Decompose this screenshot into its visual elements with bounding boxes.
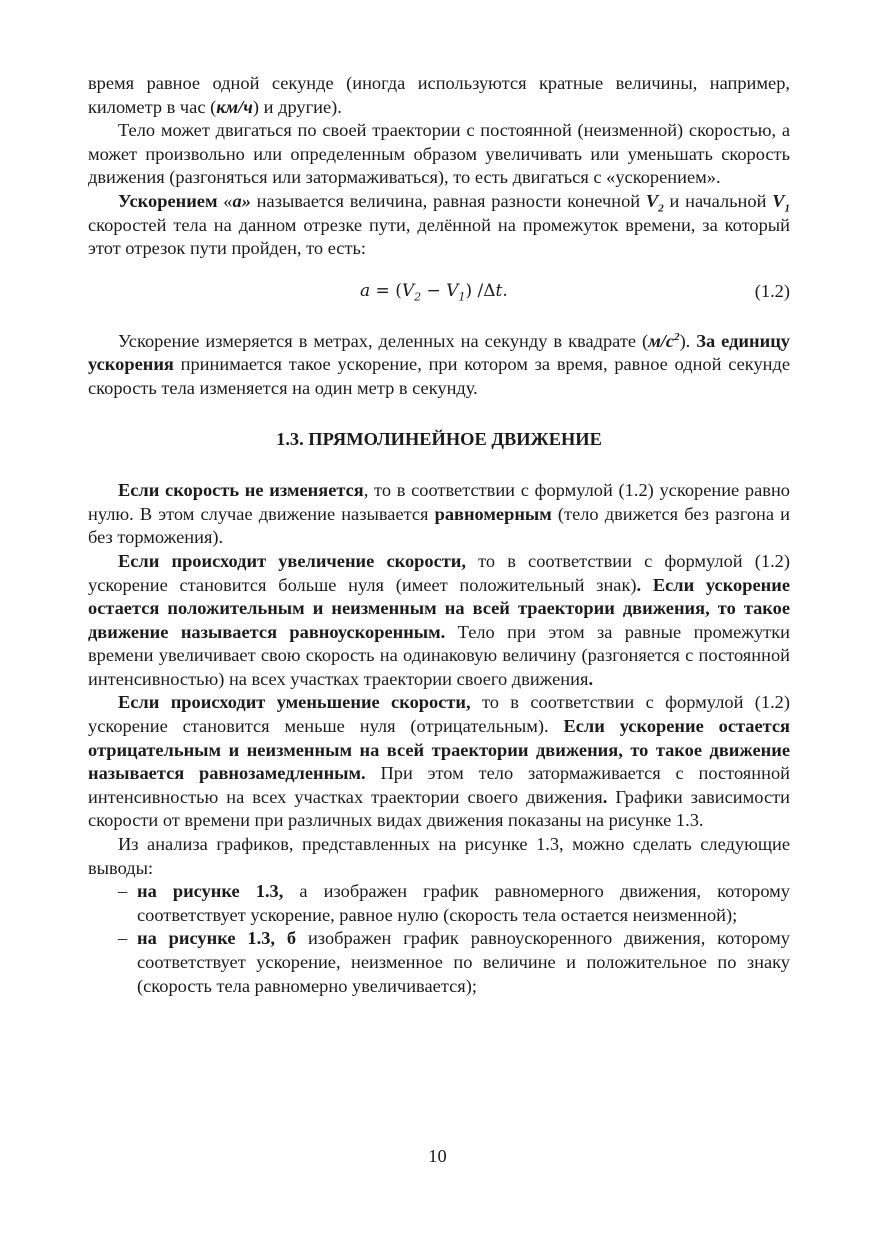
page-number: 10 — [428, 1146, 447, 1166]
paragraph-accelerated-motion: Если происходит увеличение скорости, то в соответствии с формулой (1.2) ускорение становится больше нуля (имеет положительный знак). Если ускорение остается положительным и неизменным на всей траектории движения, то такое движение называется равноускоренным. Тело при этом за равные промежутки времени увеличивает свою скорость на одинаковую величину (разгоняется с постоянной интенсивностью) на всех участках траектории своего движения. — [88, 550, 791, 689]
dash-bullet: – — [118, 928, 128, 949]
paragraph-decelerated-motion: Если происходит уменьшение скорости, то в соответствии с формулой (1.2) ускорение становится меньше нуля (отрицательным). Если ускорение остается отрицательным и неизменным на всей траектории движения, то такое движение называется равнозамедленным. При этом тело затормаживается с постоянной интенсивностью на всех участках траектории своего движения. Графики зависимости скорости от времени при различных видах движения показаны на рисунке 1.3. — [88, 692, 791, 831]
formula-number: (1.2) — [754, 280, 790, 301]
paragraph-trajectory: Тело может двигаться по своей траектории с постоянной (неизменной) скоростью, а может произвольно или определенным образом увеличивать или уменьшать скорость движения (разгоняться или затормаживаться), то есть двигаться с «ускорением». — [88, 120, 790, 188]
paragraph-uniform-motion: Если скорость не изменяется, то в соответствии с формулой (1.2) ускорение равно нулю. В этом случае движение называется равномерным (тело движется без разгона и без торможения). — [88, 480, 790, 548]
list-item: – на рисунке 1.3, б изображен график равноускоренного движения, которому соответствует ускорение, неизменное по величине и положительное по знаку (скорость тела равномерно увеличивается); — [118, 927, 790, 998]
formula-expression: $a = (V_2 - V_1)$ /Δt. — [360, 280, 508, 304]
paragraph-units: время равное одной секунде (иногда используются кратные величины, например, километр в час (км/ч) и другие). — [88, 73, 790, 117]
paragraph-acceleration-unit: Ускорение измеряется в метрах, деленных на секунду в квадрате $(м/с^2)$. За единицу ускорения принимается такое ускорение, при котором за время, равное одной секунде скорость тела изменяется на один метр в секунду. — [88, 330, 790, 398]
dash-bullet: – — [118, 881, 128, 902]
paragraph-acceleration-definition: Ускорением «а» называется величина, равная разности конечной $V_2$ и начальной $V_1$ скоростей тела на данном отрезке пути, делённой на промежуток времени, за который этот отрезок пути пройден, то есть: — [88, 190, 790, 259]
list-item: – на рисунке 1.3, а изображен график равномерного движения, которому соответствует ускорение, равное нулю (скорость тела остается неизменной); — [118, 880, 790, 927]
formula-1-2 — [88, 280, 790, 304]
paragraph-conclusions-intro: Из анализа графиков, представленных на рисунке 1.3, можно сделать следующие выводы: — [88, 834, 790, 878]
body-text — [88, 72, 790, 998]
section-heading: 1.3. ПРЯМОЛИНЕЙНОЕ ДВИЖЕНИЕ — [276, 428, 602, 449]
